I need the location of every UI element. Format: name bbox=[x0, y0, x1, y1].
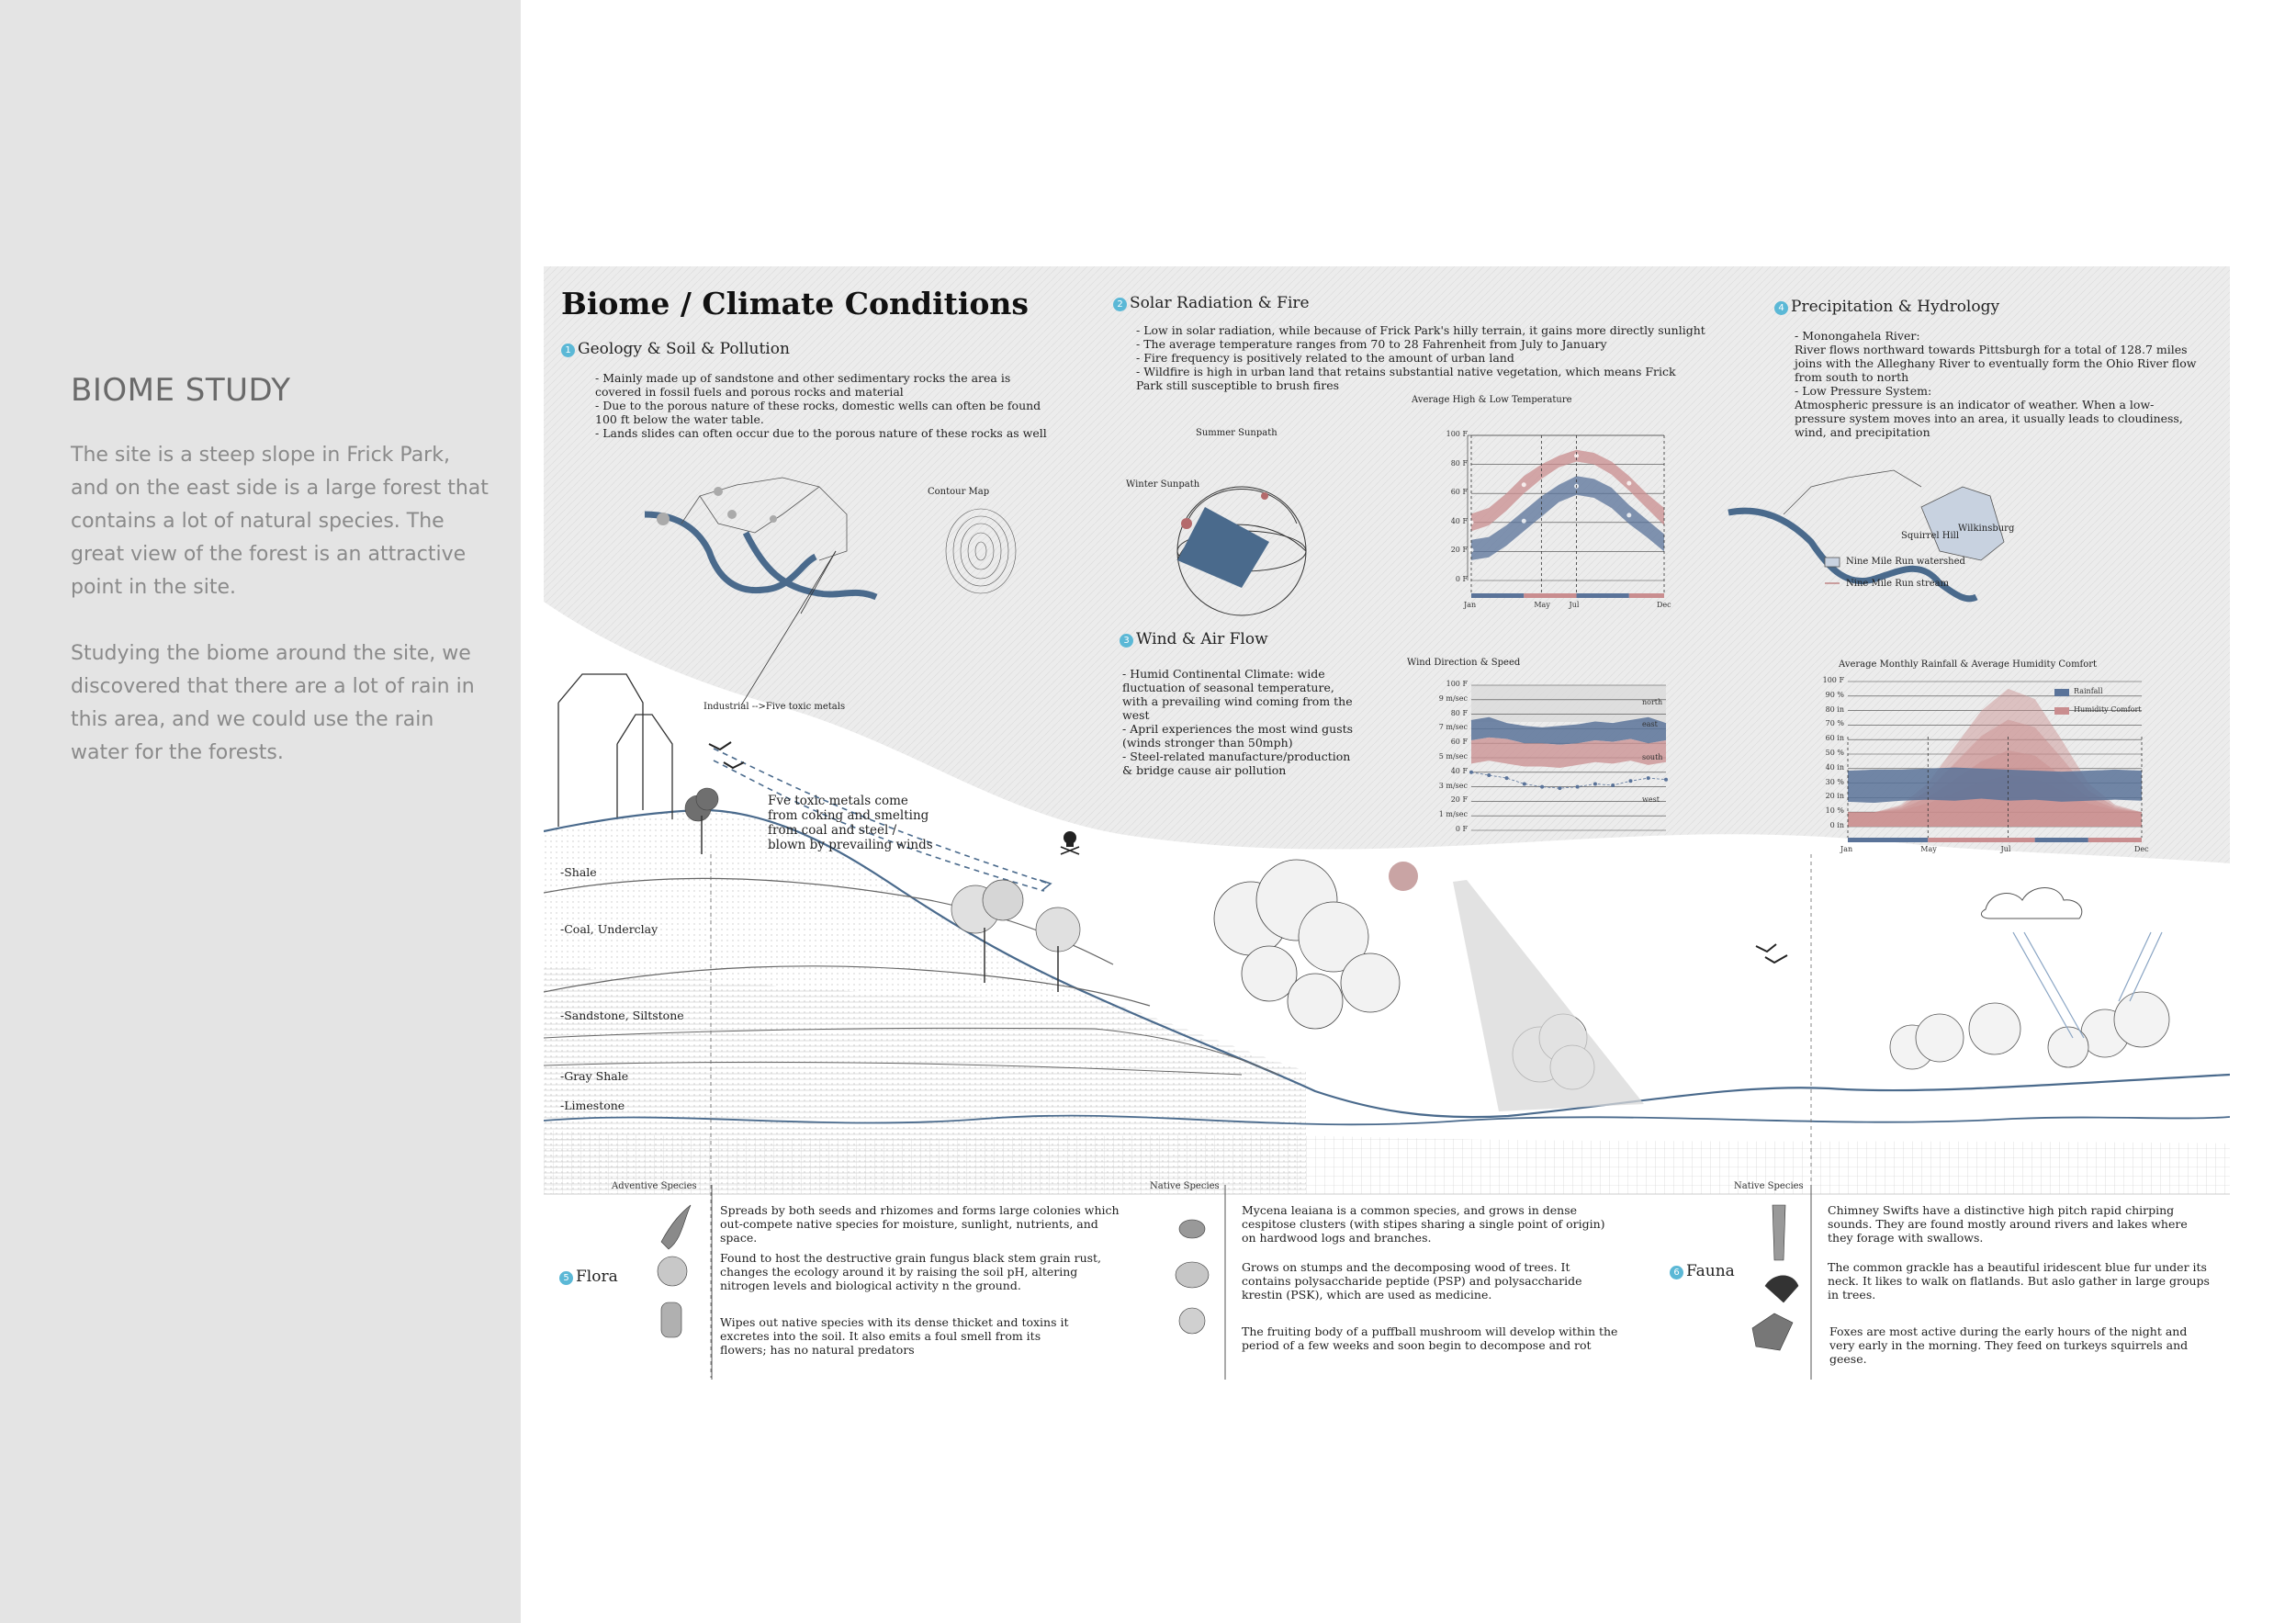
adventive-species-1: Spreads by both seeds and rhizomes and forms large colonies which out-compete native species for moisture, sunlight, nutrients, and space. bbox=[720, 1203, 1120, 1245]
solar-text: - Low in solar radiation, while because of Frick Park's hilly terrain, it gains more directly sunlight - The average temperature ranges from 70 to 28 Fahrenheit from July to January - Fire frequency is positively related to the amount of urban land - Wildfire is high in urban land that retains substantial native vegetation, which means Frick Park still susceptible to brush fires bbox=[1136, 323, 1705, 392]
wind-direction-label: south bbox=[1642, 753, 1663, 761]
cloud bbox=[1981, 888, 2081, 919]
rain-season-bar bbox=[2035, 838, 2088, 842]
species-icon-6 bbox=[1179, 1308, 1205, 1334]
contour-map-label: Contour Map bbox=[928, 487, 990, 497]
temp-point bbox=[1522, 519, 1526, 524]
temp-season-bar bbox=[1471, 593, 1524, 598]
rain-ytick: 20 in bbox=[1825, 792, 1844, 801]
adventive-species-2: Found to host the destructive grain fungus black stem grain rust, changes the ecology around it by raising the soil pH, altering nitrogen levels and biological activity n the ground. bbox=[720, 1251, 1102, 1292]
rain-xtick: Dec bbox=[2134, 845, 2149, 853]
species-icon-1 bbox=[661, 1205, 691, 1249]
geology-heading-label: Geology & Soil & Pollution bbox=[578, 340, 790, 358]
wind-direction-label: east bbox=[1642, 720, 1658, 728]
squirrel-hill-label: Squirrel Hill bbox=[1901, 531, 1960, 541]
industrial-label: Industrial -->Five toxic metals bbox=[703, 702, 846, 712]
temp-xtick: Jan bbox=[1464, 601, 1477, 609]
biome-board bbox=[544, 266, 2230, 1396]
rain-legend-humidity: Humidity Comfort bbox=[2074, 705, 2142, 714]
temp-season-bar bbox=[1629, 593, 1664, 598]
temp-season-bar bbox=[1577, 593, 1629, 598]
rain-ytick: 70 % bbox=[1825, 719, 1844, 728]
rain-ytick: 90 % bbox=[1825, 690, 1844, 699]
intro-paragraph: The site is a steep slope in Frick Park, and on the east side is a large forest that contains a lot of natural species. The great view of the forest is an attractive point in the site. bbox=[71, 444, 489, 599]
temp-ytick: 0 F bbox=[1455, 575, 1468, 583]
section-number-badge: 4 bbox=[1774, 301, 1788, 315]
stratum-label-limestone: -Limestone bbox=[560, 1099, 625, 1112]
rain-season-bar bbox=[2088, 838, 2142, 842]
geology-heading bbox=[561, 340, 790, 358]
wind-ytick: 5 m/sec bbox=[1438, 752, 1468, 761]
legend-swatch-humidity bbox=[2054, 707, 2069, 715]
rain-legend-rainfall: Rainfall bbox=[2074, 687, 2103, 695]
species-icon-8 bbox=[1765, 1276, 1798, 1302]
winter-sunpath-label: Winter Sunpath bbox=[1126, 479, 1200, 490]
rain-ytick: 100 F bbox=[1822, 676, 1844, 684]
species-icon-9 bbox=[1752, 1313, 1793, 1350]
temp-xtick: Dec bbox=[1657, 601, 1671, 609]
temp-ytick: 60 F bbox=[1450, 488, 1468, 497]
wind-ytick: 40 F bbox=[1450, 766, 1468, 775]
wind-ytick: 1 m/sec bbox=[1438, 810, 1468, 819]
section-number-badge: 6 bbox=[1670, 1266, 1683, 1279]
native-species-head-fauna: Native Species bbox=[1734, 1181, 1804, 1191]
wind-ytick: 60 F bbox=[1450, 738, 1468, 747]
wind-ytick: 20 F bbox=[1450, 795, 1468, 805]
wind-ytick: 7 m/sec bbox=[1438, 723, 1468, 732]
temp-xtick: May bbox=[1534, 601, 1550, 609]
rain-ytick: 10 % bbox=[1825, 806, 1844, 816]
precip-text: - Monongahela River: River flows northward towards Pittsburgh for a total of 128.7 miles joins with the Alleghany River to eventually form the Ohio River flow from south to north - Low Pressure System: Atmospheric pressure is an indicator of weather. When a low-pressure system moves into an area, it usually leads to cloudiness, wind, and precipitation bbox=[1795, 329, 2197, 439]
legend-stream: Nine Mile Run stream bbox=[1846, 579, 1950, 589]
wind-direction-label: west bbox=[1642, 795, 1660, 804]
skull-icon bbox=[1061, 831, 1079, 854]
wind-text: - Humid Continental Climate: wide fluctuation of seasonal temperature, with a prevailing wind coming from the west - April experiences the most wind gusts (winds stronger than 50mph) - Steel-related manufacture/production & bridge cause air pollution bbox=[1122, 667, 1354, 777]
rain-ytick: 80 in bbox=[1825, 704, 1844, 714]
fauna-species-1: Chimney Swifts have a distinctive high pitch rapid chirping sounds. They are found mostly around rivers and lakes where they forage with swallows. bbox=[1828, 1203, 2188, 1245]
temp-ytick: 20 F bbox=[1450, 546, 1468, 555]
solar-heading-label: Solar Radiation & Fire bbox=[1130, 294, 1310, 312]
wind-ytick: 100 F bbox=[1446, 680, 1468, 688]
section-number-badge: 3 bbox=[1120, 634, 1133, 648]
bird-right bbox=[1756, 944, 1787, 963]
section-number-badge: 2 bbox=[1113, 298, 1127, 311]
wind-heading bbox=[1120, 630, 1268, 648]
section-number-badge: 1 bbox=[561, 344, 575, 357]
tree-right-cluster bbox=[1890, 992, 2169, 1069]
temp-ytick: 80 F bbox=[1450, 458, 1468, 468]
sidebar bbox=[0, 0, 521, 1623]
industrial-buildings bbox=[558, 674, 672, 827]
grid-ground bbox=[544, 1130, 2230, 1194]
wind-ytick: 0 F bbox=[1455, 825, 1468, 833]
board-title: Biome / Climate Conditions bbox=[561, 286, 1029, 321]
temp-season-bar bbox=[1524, 593, 1576, 598]
species-icon-7 bbox=[1773, 1205, 1785, 1260]
sun bbox=[1389, 862, 1418, 891]
stratum-label-sandstone: -Sandstone, Siltstone bbox=[560, 1009, 684, 1022]
rain-season-bar bbox=[1848, 838, 1928, 842]
temp-point bbox=[1626, 481, 1631, 486]
wilkinsburg-label: Wilkinsburg bbox=[1958, 524, 2015, 534]
legend-swatch-rainfall bbox=[2054, 689, 2069, 696]
tree-forest bbox=[1214, 860, 1400, 1029]
flora-heading bbox=[559, 1268, 618, 1286]
rain-ytick: 50 % bbox=[1825, 749, 1844, 757]
sun-ray bbox=[1453, 880, 1644, 1111]
flora-heading-label: Flora bbox=[576, 1268, 618, 1286]
native-species-head-flora: Native Species bbox=[1150, 1181, 1220, 1191]
species-icon-4 bbox=[1179, 1220, 1205, 1238]
stratum-label-shale: -Shale bbox=[560, 865, 597, 879]
rain-ytick: 60 in bbox=[1825, 734, 1844, 743]
temp-xtick: Jul bbox=[1569, 601, 1580, 609]
geology-text: - Mainly made up of sandstone and other sedimentary rocks the area is covered in fossil fuels and porous rocks and material - Due to the porous nature of these rocks, domestic wells can often be found 100 ft below the water table. - Lands slides can often occur due to the porous nature of these rocks as well bbox=[595, 371, 1047, 440]
fauna-heading bbox=[1670, 1262, 1735, 1280]
stratum-label-gray-shale: -Gray Shale bbox=[560, 1069, 629, 1083]
stratum-label-coal: -Coal, Underclay bbox=[560, 922, 658, 936]
adventive-species-3: Wipes out native species with its dense thicket and toxins it excretes into the soil. It also emits a foul smell from its flowers; has no natural predators bbox=[720, 1315, 1069, 1357]
fauna-species-3: Foxes are most active during the early hours of the night and very early in the morning. They feed on turkeys squirrels and geese. bbox=[1829, 1324, 2189, 1366]
species-icon-5 bbox=[1176, 1262, 1209, 1288]
biome-paragraph: Studying the biome around the site, we discovered that there are a lot of rain in this area, and we could use the rain water for the forests. bbox=[71, 642, 475, 764]
wind-bg bbox=[1471, 685, 1666, 722]
fauna-species-2: The common grackle has a beautiful iridescent blue fur under its neck. It likes to walk on flatlands. But aslo gather in large groups in trees. bbox=[1828, 1260, 2210, 1302]
toxic-metals-note: Fve toxic metals come from coking and smelting from coal and steel / blown by prevailing winds bbox=[768, 794, 933, 852]
summer-sunpath-label: Summer Sunpath bbox=[1196, 428, 1277, 438]
rain-xtick: Jul bbox=[2000, 845, 2011, 853]
rain-xtick: May bbox=[1920, 845, 1937, 853]
wind-heading-label: Wind & Air Flow bbox=[1136, 630, 1268, 648]
native-species-2: Grows on stumps and the decomposing wood of trees. It contains polysaccharide peptide (PSP) and polysaccharide krestin (PSK), which are used as medicine. bbox=[1242, 1260, 1582, 1302]
adventive-species-head: Adventive Species bbox=[612, 1181, 697, 1191]
rain-ytick: 0 in bbox=[1829, 821, 1844, 829]
species-icon-2 bbox=[658, 1257, 687, 1286]
rain-ytick: 30 % bbox=[1825, 777, 1844, 786]
wind-chart-title: Wind Direction & Speed bbox=[1407, 658, 1521, 668]
temp-chart-title: Average High & Low Temperature bbox=[1412, 395, 1572, 405]
native-species-1: Mycena leaiana is a common species, and grows in dense cespitose clusters (with stipes sharing a single point of origin) on hardwood logs and branches. bbox=[1242, 1203, 1605, 1245]
precip-heading bbox=[1774, 298, 1999, 316]
temp-ytick: 40 F bbox=[1450, 516, 1468, 525]
wind-ytick: 9 m/sec bbox=[1438, 693, 1468, 703]
section-number-badge: 5 bbox=[559, 1271, 573, 1285]
wind-ytick: 80 F bbox=[1450, 708, 1468, 717]
species-icon-3 bbox=[661, 1302, 681, 1337]
rainfall-band bbox=[1848, 768, 2142, 803]
rain-ytick: 40 in bbox=[1825, 762, 1844, 772]
wind-direction-label: north bbox=[1642, 698, 1663, 706]
rain-season-bar bbox=[1928, 838, 2034, 842]
native-species-3: The fruiting body of a puffball mushroom will develop within the period of a few weeks and soon begin to decompose and rot bbox=[1242, 1324, 1618, 1352]
precip-heading-label: Precipitation & Hydrology bbox=[1791, 298, 2000, 316]
temp-ytick: 100 F bbox=[1446, 430, 1468, 438]
rain-chart-title: Average Monthly Rainfall & Average Humidity Comfort bbox=[1839, 659, 2098, 670]
rain-xtick: Jan bbox=[1840, 845, 1853, 853]
fauna-heading-label: Fauna bbox=[1686, 1262, 1735, 1280]
solar-heading bbox=[1113, 294, 1310, 312]
page-title: BIOME STUDY bbox=[71, 372, 291, 409]
temp-point bbox=[1626, 513, 1631, 517]
wind-ytick: 3 m/sec bbox=[1438, 781, 1468, 790]
legend-watershed: Nine Mile Run watershed bbox=[1846, 557, 1965, 567]
temp-point bbox=[1522, 482, 1526, 487]
